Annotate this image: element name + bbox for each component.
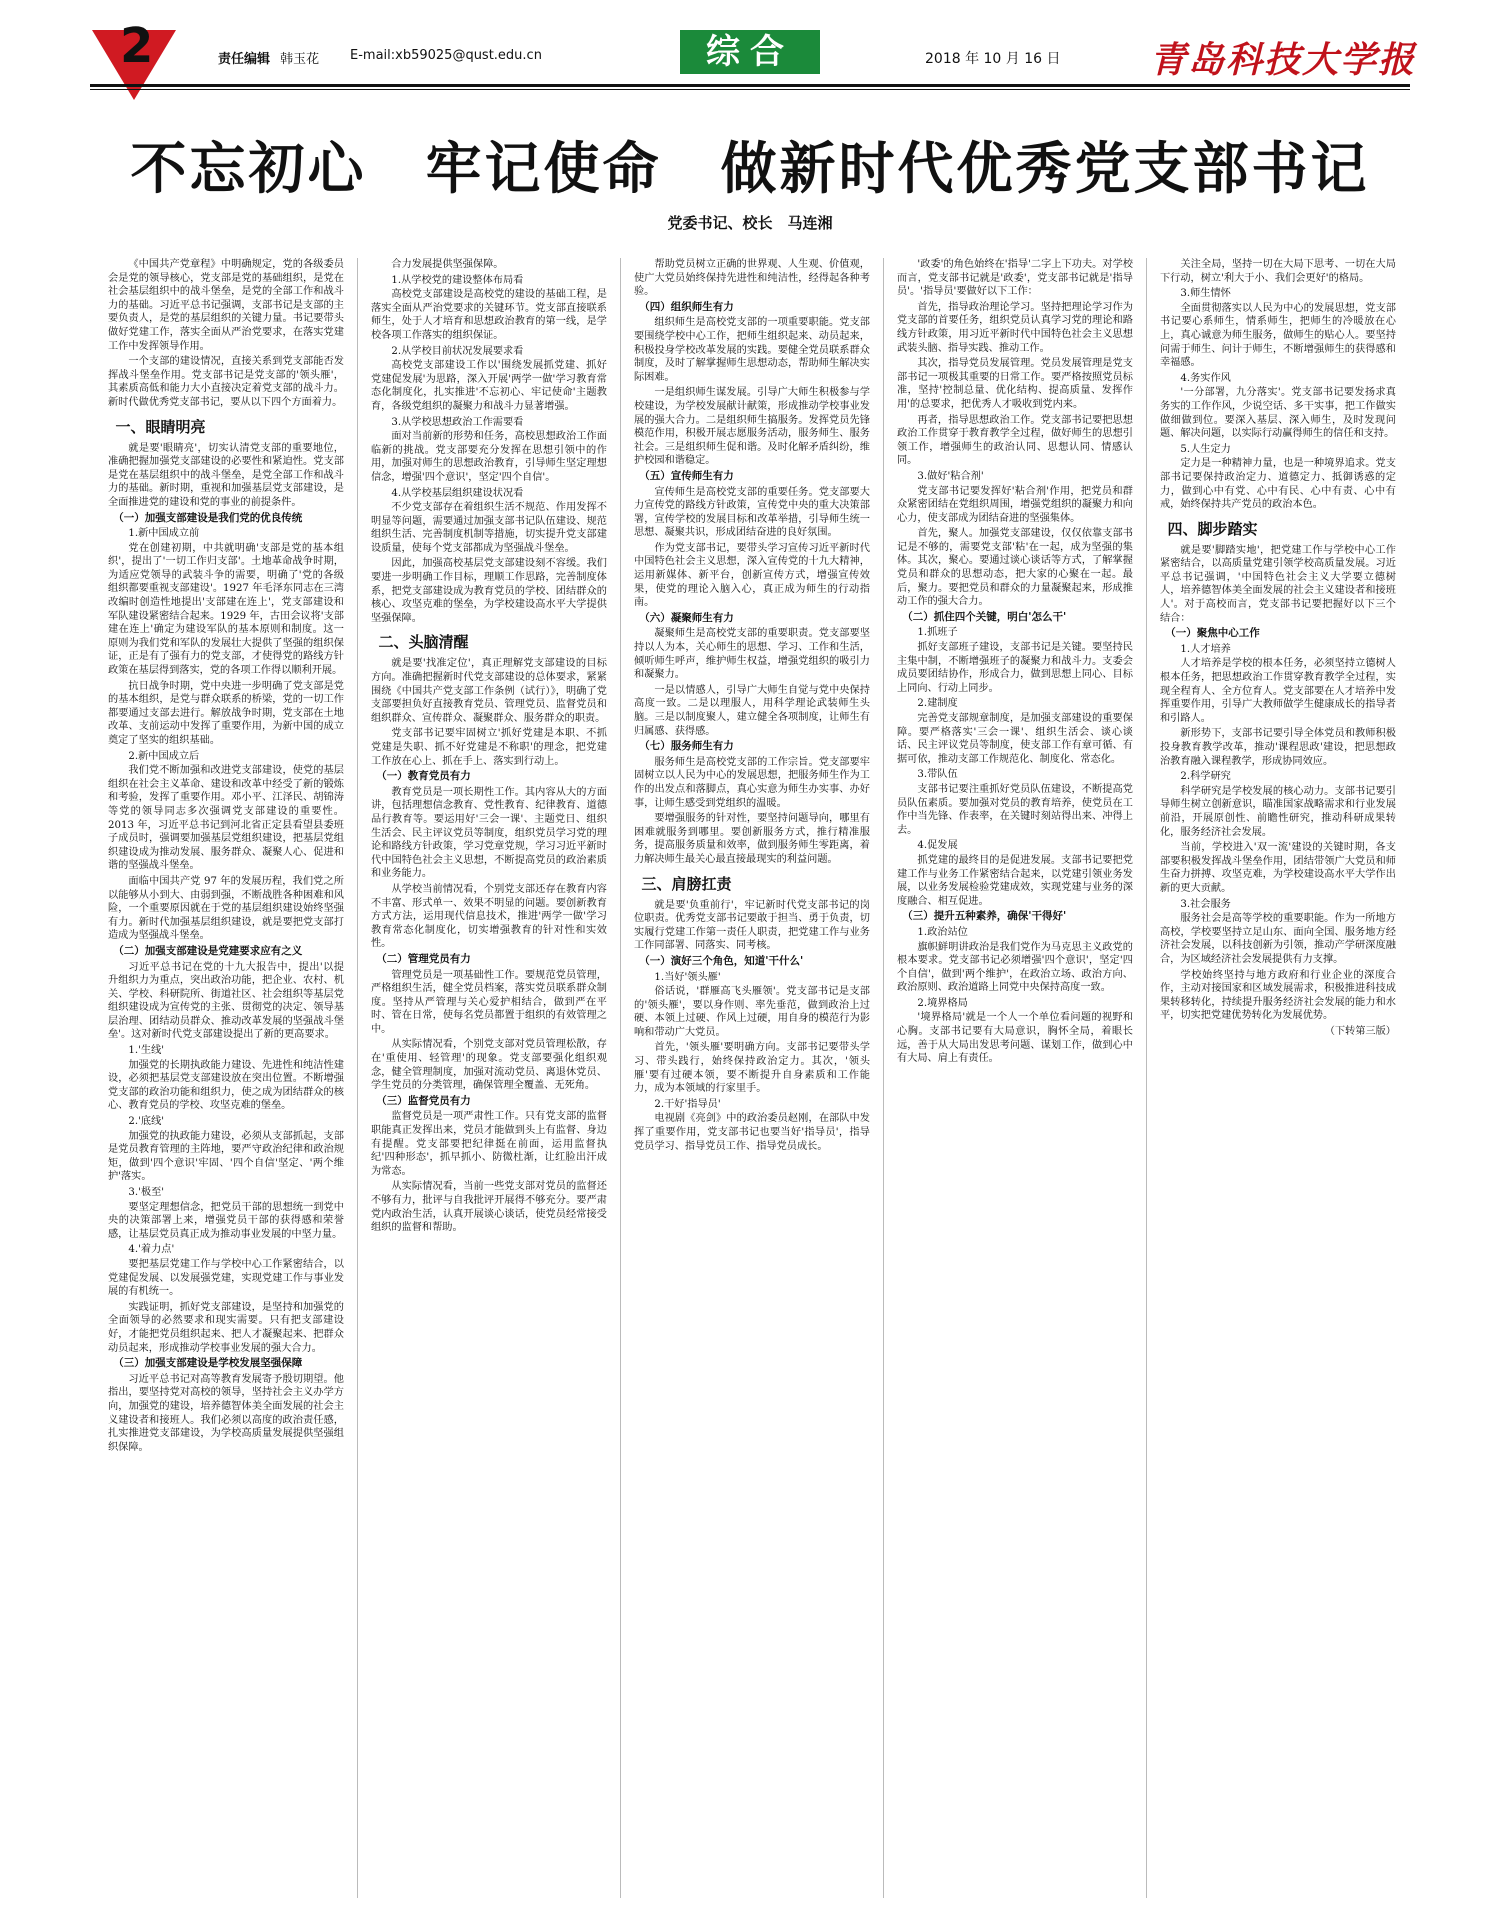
newspaper-logo: 青岛科技大学报 [1150, 39, 1417, 81]
subsection-heading: （二）管理党员有力 [376, 952, 471, 965]
paragraph: 再者，指导思想政治工作。党支部书记要把思想政治工作贯穿于教育教学全过程，做好师生的思想引领工作，增强师生的政治认同、思想认同、情感认同。 [897, 414, 1133, 467]
paragraph: 习近平总书记对高等教育发展寄予殷切期望。他指出，要坚持党对高校的领导，坚持社会主义办学方向，加强党的建设，培养德智体美全面发展的社会主义建设者和接班人。我们必须以高度的政治责任感，扎实推进党支部建设，为学校高质量发展提供坚强组织保障。 [108, 1373, 344, 1453]
paragraph: 定力是一种精神力量，也是一种境界追求。党支部书记要保持政治定力、道德定力、抵御诱惑的定力，做到心中有党、心中有民、心中有责、心中有戒，始终保持共产党员的政治本色。 [1160, 458, 1396, 511]
paragraph: 学校始终坚持与地方政府和行业企业的深度合作，主动对接国家和区域发展需求，积极推进科技成果转移转化，持续提升服务经济社会发展的能力和水平，切实把党建优势转化为发展优势。 [1160, 969, 1396, 1022]
paragraph: '政委'的角色始终在'指导'二字上下功夫。对学校而言，党支部书记就是'政委'，党支部书记就是'指导员'。'指导员'要做好以下工作： [897, 259, 1133, 298]
paragraph: 首先，聚人。加强党支部建设，仅仅依靠支部书记是不够的，需要党支部'粘'在一起，成为坚强的集体。其次，聚心。要通过谈心谈话等方式，了解掌握党员和群众的思想动态，把大家的心聚在一起。最后，聚力。要把党员和群众的力量凝聚起来，形成推动工作的强大合力。 [897, 528, 1133, 608]
paragraph: 旗帜鲜明讲政治是我们党作为马克思主义政党的根本要求。党支部书记必须增强'四个意识'，坚定'四个自信'，做到'两个维护'，在政治立场、政治方向、政治原则、政治道路上同党中央保持高度一致。 [897, 941, 1133, 994]
column-divider [357, 258, 358, 1898]
paragraph: 从学校当前情况看，个别党支部还存在教育内容不丰富、形式单一、效果不明显的问题。要创新教育方式方法，运用现代信息技术，推进'两学一做'学习教育常态化制度化，切实增强教育的针对性和实效性。 [371, 883, 607, 950]
paragraph: 加强党的长期执政能力建设、先进性和纯洁性建设，必须把基层党支部建设放在突出位置。不断增强党支部的政治功能和组织力，使之成为团结群众的核心、教育党员的学校、攻坚克难的堡垒。 [108, 1059, 344, 1112]
article-headline: 不忘初心 牢记使命 做新时代优秀党支部书记 [130, 136, 1370, 202]
masthead-rule [90, 84, 1410, 87]
paragraph: 抓党建的最终目的是促进发展。支部书记要把党建工作与业务工作紧密结合起来，以党建引领业务发展，以业务发展检验党建成效，实现党建与业务的深度融合、相互促进。 [897, 854, 1133, 907]
subsection-heading: （一）聚焦中心工作 [1165, 627, 1260, 640]
subsection-heading: （一）教育党员有力 [376, 770, 471, 783]
item-heading: 2.新中国成立后 [128, 750, 200, 762]
item-heading: 3.'极至' [128, 1187, 165, 1198]
article-column-2 [371, 258, 607, 1898]
paragraph: 宣传师生是高校党支部的重要任务。党支部要大力宣传党的路线方针政策，宣传党中央的重大决策部署，宣传学校的发展目标和改革举措，引导师生统一思想、凝聚共识，形成团结奋进的良好氛围。 [634, 486, 870, 539]
paragraph: 高校党支部建设工作以'围绕发展抓党建、抓好党建促发展'为思路，深入开展'两学一做'学习教育常态化制度化，扎实推进'不忘初心、牢记使命'主题教育，各级党组织的凝聚力和战斗力显著增强。 [371, 360, 607, 412]
paragraph: 一是组织师生谋发展。引导广大师生积极参与学校建设，为学校发展献计献策，形成推动学校事业发展的强大合力。二是组织师生搞服务。发挥党员先锋模范作用，积极开展志愿服务活动，服务师生、服务社会。三是组织师生促和谐。及时化解矛盾纠纷，维护校园和谐稳定。 [634, 387, 870, 467]
paragraph: 当前，学校进入'双一流'建设的关键时期，各支部要积极发挥战斗堡垒作用，团结带领广大党员和师生奋力拼搏、攻坚克难，为学校建设高水平大学作出新的更大贡献。 [1160, 842, 1396, 894]
masthead-rule-thin [90, 89, 1410, 90]
paragraph: 就是要'眼睛亮'，切实认清党支部的重要地位，准确把握加强党支部建设的必要性和紧迫性。党支部是党在基层组织中的战斗堡垒，是党全部工作和战斗力的基础。新时期，重视和加强基层党支部建设，是全面推进党的建设和党的事业的前提条件。 [108, 442, 344, 508]
item-heading: 2.从学校目前状况发展要求看 [391, 345, 524, 357]
paragraph: 实践证明，抓好党支部建设，是坚持和加强党的全面领导的必然要求和现实需要。只有把支部建设好，才能把党员组织起来、把人才凝聚起来、把群众动员起来，形成推动学校事业发展的强大合力。 [108, 1301, 344, 1354]
section-heading: 二、头脑清醒 [378, 633, 469, 652]
paragraph: 一个支部的建设情况，直接关系到党支部能否发挥战斗堡垒作用。党支部书记是党支部的'领头雁'，其素质高低和能力大小直接决定着党支部的战斗力。新时代做优秀党支部书记，要从以下四个方面着力。 [108, 356, 344, 408]
paragraph: 一是以情感人，引导广大师生自觉与党中央保持高度一致。二是以理服人，用科学理论武装师生头脑。三是以制度聚人，建立健全各项制度，让师生有归属感、获得感。 [634, 684, 870, 737]
paragraph: 凝聚师生是高校党支部的重要职责。党支部要坚持以人为本，关心师生的思想、学习、工作和生活，倾听师生呼声，维护师生权益，增强党组织的吸引力和凝聚力。 [634, 628, 870, 681]
paragraph: 支部书记要注重抓好党员队伍建设，不断提高党员队伍素质。要加强对党员的教育培养，使党员在工作中当先锋、作表率，在关键时刻站得出来、冲得上去。 [897, 783, 1133, 836]
editor-email: E-mail:xb59025@qust.edu.cn [350, 48, 542, 63]
paragraph: 科学研究是学校发展的核心动力。支部书记要引导师生树立创新意识，瞄准国家战略需求和行业发展前沿，开展原创性、前瞻性研究，推动科研成果转化，服务经济社会发展。 [1160, 785, 1396, 838]
paragraph: 要坚定理想信念，把党员干部的思想统一到党中央的决策部署上来，增强党员干部的获得感和荣誉感，让基层党员真正成为推动事业发展的中坚力量。 [108, 1201, 344, 1240]
section-tag: 综合 [680, 30, 820, 74]
paragraph: 电视剧《亮剑》中的政治委员赵刚，在部队中发挥了重要作用，党支部书记也要当好'指导员'，指导党员学习、指导党员工作、指导党员成长。 [634, 1113, 870, 1152]
paragraph: 我们党不断加强和改进党支部建设，使党的基层组织在社会主义革命、建设和改革中经受了新的锻炼和考验，发挥了重要作用。邓小平、江泽民、胡锦涛等党的领导同志多次强调党支部建设的重要性。2013 年，习近平总书记到河北省正定县看望县委班子成员时，强调要加强基层党组织建设，把基层党组织建设成为推动发展、服务群众、凝聚人心、促进和谐的坚强战斗堡垒。 [108, 765, 344, 872]
article-column-4 [897, 258, 1133, 1898]
subsection-heading: （六）凝聚师生有力 [639, 611, 734, 624]
item-heading: 2.境界格局 [917, 997, 968, 1009]
item-heading: 3.社会服务 [1180, 898, 1231, 910]
paragraph: 首先，'领头雁'要明确方向。支部书记要带头学习、带头践行，始终保持政治定力。其次，'领头雁'要有过硬本领，要不断提升自身素质和工作能力，成为本领域的行家里手。 [634, 1042, 870, 1095]
editor-label: 责任编辑 [218, 52, 271, 67]
paragraph: 抓好支部班子建设，支部书记是关键。要坚持民主集中制，不断增强班子的凝聚力和战斗力。支委会成员要团结协作，形成合力，做到思想上同心、目标上同向、行动上同步。 [897, 642, 1133, 694]
item-heading: 2.干好'指导员' [654, 1098, 721, 1110]
paragraph: 就是要'找准定位'，真正理解党支部建设的目标方向。准确把握新时代党支部建设的总体要求，紧紧围绕《中国共产党支部工作条例（试行）》，明确了党支部要担负好直接教育党员、管理党员、监督党员和组织群众、宣传群众、凝聚群众、服务群众的职责。 [371, 658, 607, 724]
page-number: 2 [120, 18, 154, 74]
item-heading: 1.政治站位 [917, 926, 968, 938]
paragraph: 面临中国共产党 97 年的发展历程，我们党之所以能够从小到大、由弱到强，不断战胜各种困难和风险，一个重要原因就在于党的基层组织建设始终坚强有力。新时代加强基层组织建设，就是要把党支部打造成为坚强战斗堡垒。 [108, 875, 344, 942]
paragraph: 作为党支部书记，要带头学习宣传习近平新时代中国特色社会主义思想，深入宣传党的十九大精神，运用新媒体、新平台，创新宣传方式，增强宣传效果，使党的理论入脑入心，真正成为师生的行动指南。 [634, 542, 870, 609]
paragraph: 要增强服务的针对性，要坚持问题导向，哪里有困难就服务到哪里。要创新服务方式，推行精准服务，提高服务质量和效率，做到服务师生零距离，着力解决师生最关心最直接最现实的利益问题。 [634, 813, 870, 865]
paragraph: 党支部书记要牢固树立'抓好党建是本职、不抓党建是失职、抓不好党建是不称职'的理念，把党建工作放在心上、抓在手上、落实到行动上。 [371, 728, 607, 767]
section-heading: 四、脚步踏实 [1167, 519, 1258, 538]
item-heading: 1.新中国成立前 [128, 528, 200, 540]
subsection-heading: （五）宣传师生有力 [639, 469, 734, 482]
item-heading: 1.从学校党的建设整体布局看 [391, 274, 524, 286]
paragraph: 不少党支部存在着组织生活不规范、作用发挥不明显等问题，需要通过加强支部书记队伍建设、规范组织生活、完善制度机制等措施，切实提升党支部建设质量，使每个党支部都成为坚强战斗堡垒。 [371, 502, 607, 554]
subsection-heading: （二）加强支部建设是党建要求应有之义 [113, 944, 303, 957]
paragraph: 监督党员是一项严肃性工作。只有党支部的监督职能真正发挥出来，党员才能做到头上有监督、身边有提醒。党支部要把纪律挺在前面，运用监督执纪'四种形态'，抓早抓小、防微杜渐，让红脸出汗成为常态。 [371, 1111, 607, 1177]
item-heading: 4.从学校基层组织建设状况看 [391, 487, 524, 499]
article-column-5 [1160, 258, 1396, 1898]
continued-note: （下转第三版） [1324, 1025, 1396, 1037]
paragraph: 其次，指导党员发展管理。党员发展管理是党支部书记一项极其重要的日常工作。要严格按照党员标准，坚持'控制总量、优化结构、提高质量、发挥作用'的总要求，把优秀人才吸收到党内来。 [897, 358, 1133, 410]
section-heading: 三、肩膀扛责 [641, 874, 732, 893]
paragraph: 从实际情况看，当前一些党支部对党员的监督还不够有力，批评与自我批评开展得不够充分。要严肃党内政治生活，认真开展谈心谈话，使党员经常接受组织的监督和帮助。 [371, 1181, 607, 1234]
paragraph: 完善党支部规章制度，是加强支部建设的重要保障。要严格落实'三会一课'、组织生活会、谈心谈话、民主评议党员等制度，使支部工作有章可循、有据可依，推动支部工作规范化、制度化、常态化。 [897, 713, 1133, 765]
paragraph: 合力发展提供坚强保障。 [391, 259, 504, 270]
subsection-heading: （四）组织师生有力 [639, 300, 734, 313]
article-body [108, 258, 1398, 1898]
paragraph: 抗日战争时期，党中央进一步明确了党支部是党的基本组织，是党与群众联系的桥梁，党的一切工作都要通过支部去进行。解放战争时期，党支部在土地改革、支前运动中发挥了重要作用，为新中国的成立奠定了坚实的组织基础。 [108, 680, 344, 746]
issue-date: 2018 年 10 月 16 日 [925, 51, 1061, 67]
paragraph: 首先，指导政治理论学习。坚持把理论学习作为党支部的首要任务，组织党员认真学习党的理论和路线方针政策，用习近平新时代中国特色社会主义思想武装头脑、指导实践、推动工作。 [897, 301, 1133, 354]
subsection-heading: （一）加强支部建设是我们党的优良传统 [113, 511, 303, 524]
masthead [0, 0, 1502, 110]
article-column-1 [108, 258, 344, 1898]
article-byline: 党委书记、校长 马连湘 [667, 214, 833, 232]
paragraph: 党在创建初期，中共就明确'支部是党的基本组织'，提出了'一切工作归支部'。土地革命战争时期，为适应党领导的武装斗争的需要，明确了'党的各级组织都要重视支部建设'。1927 年毛泽东同志在三湾改编时创造性地提出'支部建在连上'，党支部建设和军队建设紧密结合起来。1929 年，古田会议将'支部建在连上'确定为建设军队的基本原则和制度。这一原则为我们党和军队的发展壮大提供了坚强的组织保证，正是有了强有力的党支部，才使得党的路线方针政策在基层得到落实，党的各项工作得以顺利开展。 [108, 542, 344, 677]
column-divider [620, 258, 621, 1898]
paragraph: 就是要'脚踏实地'，把党建工作与学校中心工作紧密结合，以高质量党建引领学校高质量发展。习近平总书记强调，'中国特色社会主义大学要立德树人，培养德智体美全面发展的社会主义建设者和接班人'。对于高校而言，党支部书记要把握好以下三个结合： [1160, 544, 1396, 624]
item-heading: 1.人才培养 [1180, 643, 1231, 655]
paragraph: 加强党的执政能力建设，必须从支部抓起，支部是党员教育管理的主阵地，要严守政治纪律和政治规矩，做到'四个意识'牢固、'四个自信'坚定、'两个维护'落实。 [108, 1130, 344, 1183]
paragraph: 要把基层党建工作与学校中心工作紧密结合，以党建促发展、以发展强党建，实现党建工作与事业发展的有机统一。 [108, 1258, 344, 1298]
item-heading: 3.做好'粘合剂' [917, 470, 984, 482]
subsection-heading: （三）监督党员有力 [376, 1094, 471, 1107]
column-divider [1146, 258, 1147, 1898]
editor-name: 韩玉花 [280, 52, 320, 67]
paragraph: 全面贯彻落实以人民为中心的发展思想，党支部书记要心系师生，情系师生，把师生的冷暖放在心上，真心诚意为师生服务，做师生的贴心人。要坚持问需于师生、问计于师生，不断增强师生的获得感和幸福感。 [1160, 302, 1396, 369]
editor-credit [218, 48, 319, 67]
paragraph: 服务社会是高等学校的重要职能。作为一所地方高校，学校要坚持立足山东、面向全国、服务地方经济社会发展，以科技创新为引领，推动产学研深度融合，为区域经济社会发展提供有力支撑。 [1160, 913, 1396, 965]
section-heading: 一、眼睛明亮 [115, 417, 206, 436]
paragraph: 新形势下，支部书记要引导全体党员和教师积极投身教育教学改革，推动'课程思政'建设，把思想政治教育融入课程教学，形成协同效应。 [1160, 728, 1396, 767]
subsection-heading: （二）抓住四个关键，明白'怎么干' [902, 610, 1067, 623]
paragraph: 党支部书记要发挥好'粘合剂'作用，把党员和群众紧密团结在党组织周围，增强党组织的凝聚力和向心力，使支部成为团结奋进的坚强集体。 [897, 485, 1133, 524]
item-heading: 1.当好'领头雁' [654, 971, 721, 983]
article-column-3 [634, 258, 870, 1898]
paragraph: 服务师生是高校党支部的工作宗旨。党支部要牢固树立以人民为中心的发展思想，把服务师生作为工作的出发点和落脚点，真心实意为师生办实事、办好事，让师生感受到党组织的温暖。 [634, 756, 870, 809]
item-heading: 4.'着力点' [128, 1244, 175, 1256]
subsection-heading: （一）演好三个角色，知道'干什么' [639, 954, 804, 967]
item-heading: 3.师生情怀 [1180, 288, 1231, 300]
item-heading: 2.科学研究 [1180, 771, 1231, 783]
item-heading: 1.'生线' [128, 1045, 165, 1057]
paragraph: 教育党员是一项长期性工作。其内容从大的方面讲，包括理想信念教育、党性教育、纪律教育、道德品行教育等。要运用好'三会一课'、主题党日、组织生活会、民主评议党员等制度，组织党员学习党的理论和路线方针政策，学习党章党规，学习习近平新时代中国特色社会主义思想，不断提高党员的政治素质和业务能力。 [371, 786, 607, 880]
paragraph: 关注全局，坚持一切在大局下思考、一切在大局下行动，树立'利大于小、我们会更好'的格局。 [1160, 259, 1396, 284]
paragraph: 管理党员是一项基础性工作。要规范党员管理，严格组织生活，健全党员档案，落实党员联系群众制度。坚持从严管理与关心爱护相结合，做到严在平时、管在日常，使每名党员都置于组织的有效管理之中。 [371, 969, 607, 1035]
paragraph: 俗话说，'群雁高飞头雁领'。党支部书记是支部的'领头雁'，要以身作则、率先垂范，做到政治上过硬、本领上过硬、作风上过硬，用自身的模范行为影响和带动广大党员。 [634, 986, 870, 1038]
subsection-heading: （三）提升五种素养，确保'干得好' [902, 910, 1067, 923]
paragraph: 从实际情况看，个别党支部对党员管理松散，存在'重使用、轻管理'的现象。党支部要强化组织观念，健全管理制度，加强对流动党员、离退休党员、学生党员的分类管理，确保管理全覆盖、无死角。 [371, 1039, 607, 1092]
subsection-heading: （七）服务师生有力 [639, 740, 734, 753]
paragraph: 面对当前新的形势和任务，高校思想政治工作面临新的挑战。党支部要充分发挥在思想引领中的作用，加强对师生的思想政治教育，引导师生坚定理想信念，增强'四个意识'，坚定'四个自信'。 [371, 431, 607, 483]
item-heading: 4.促发展 [917, 840, 958, 852]
item-heading: 1.抓班子 [917, 627, 958, 639]
item-heading: 4.务实作风 [1180, 372, 1231, 384]
paragraph: 组织师生是高校党支部的一项重要职能。党支部要围绕学校中心工作，把师生组织起来、动员起来，积极投身学校改革发展的实践。要健全党员联系群众制度，及时了解掌握师生思想动态，帮助师生解决实际困难。 [634, 317, 870, 383]
paragraph: 高校党支部建设是高校党的建设的基础工程，是落实全面从严治党要求的关键环节。党支部直接联系师生，处于人才培育和思想政治教育的第一线，是学校各项工作落实的组织保证。 [371, 289, 607, 341]
paragraph: 因此，加强高校基层党支部建设刻不容缓。我们要进一步明确工作目标，理顺工作思路，完善制度体系，把党支部建设成为教育党员的学校、团结群众的核心、攻坚克难的堡垒，为学校建设高水平大学提供坚强保障。 [371, 558, 607, 624]
item-heading: 3.带队伍 [917, 769, 958, 781]
paragraph: 习近平总书记在党的十九大报告中，提出'以提升组织力为重点，突出政治功能，把企业、农村、机关、学校、科研院所、街道社区、社会组织等基层党组织建设成为宣传党的主张、贯彻党的决定、领导基层治理、团结动员群众、推动改革发展的坚强战斗堡垒'。这对新时代党支部建设提出了新的更高要求。 [108, 961, 344, 1041]
subsection-heading: （三）加强支部建设是学校发展坚强保障 [113, 1357, 303, 1370]
item-heading: 2.建制度 [917, 698, 958, 710]
paragraph: '境界格局'就是一个人一个单位看问题的视野和心胸。支部书记要有大局意识，胸怀全局，着眼长远，善于从大局出发思考问题、谋划工作，做到心中有大局、肩上有责任。 [897, 1012, 1133, 1065]
column-divider [883, 258, 884, 1898]
item-heading: 3.从学校思想政治工作需要看 [391, 416, 524, 428]
paragraph: 帮助党员树立正确的世界观、人生观、价值观，使广大党员始终保持先进性和纯洁性，经得起各种考验。 [634, 259, 870, 298]
item-heading: 2.'底线' [128, 1116, 165, 1128]
paragraph: 《中国共产党章程》中明确规定，党的各级委员会是党的领导核心，党支部是党的基础组织，是党在社会基层组织中的战斗堡垒，是党的全部工作和战斗力的基础。习近平总书记强调，支部书记是支部的主要负责人，是党的基层组织的关键力量。书记要带头做好党建工作，落实全面从严治党要求，在落实党建工作中发挥领导作用。 [108, 259, 344, 352]
paragraph: 人才培养是学校的根本任务，必须坚持立德树人根本任务，把思想政治工作贯穿教育教学全过程，实现全程育人、全方位育人。党支部要在人才培养中发挥重要作用，引导广大教师做学生健康成长的指导者和引路人。 [1160, 658, 1396, 724]
item-heading: 5.人生定力 [1180, 443, 1231, 455]
paragraph: 就是要'负重前行'，牢记新时代党支部书记的岗位职责。优秀党支部书记要敢于担当、勇于负责，切实履行党建工作第一责任人职责，把党建工作与业务工作同部署、同落实、同考核。 [634, 899, 870, 952]
paragraph: '一分部署，九分落实'。党支部书记要发扬求真务实的工作作风，少说空话、多干实事，把工作做实做细做到位。要深入基层、深入师生，及时发现问题、解决问题，以实际行动赢得师生的信任和支持。 [1160, 387, 1396, 440]
